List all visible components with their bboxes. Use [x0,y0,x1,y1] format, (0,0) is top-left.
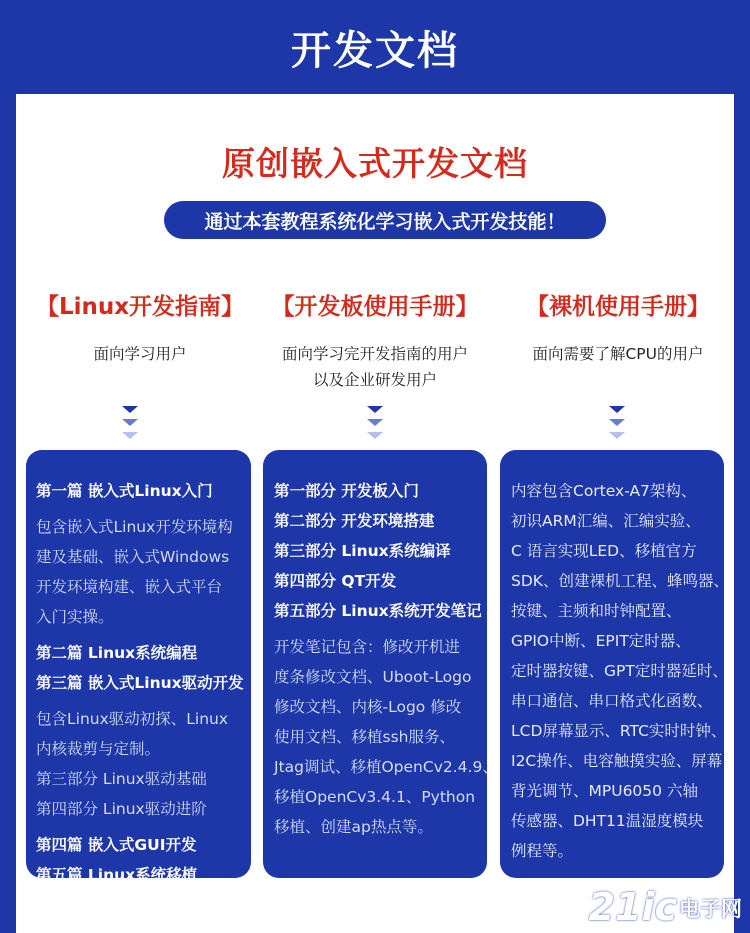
section-heading: 第五篇 Linux系统移植 [36,866,198,884]
section-heading: 第六篇 Linux文件系统构建 [36,896,229,914]
audience-line: 面向学习完开发指南的用户 [281,345,468,363]
section-heading: 第二篇 Linux系统编程 [36,644,198,662]
down-arrows-icon [365,404,385,444]
column-audience-baremetal-manual [498,341,738,367]
subtitle-pill: 通过本套教程系统化学习嵌入式开发技能！ [164,201,606,239]
column-title-text: 开发板使用手册 [294,294,456,320]
section-description: 例程等。 [511,842,574,860]
section-heading: 第四部分 QT开发 [274,572,397,590]
column-title-text: 裸机使用手册 [549,294,687,320]
section-description: 内核裁剪与定制。 [36,740,161,758]
section-description: C 语言实现LED、移植官方 [511,542,697,560]
bracket-left: 【 [526,294,549,320]
section-description: 初识ARM汇编、汇编实验、 [511,512,701,530]
baremetal-manual-box [500,450,729,878]
bracket-right: 】 [455,294,479,320]
section-description: 定时器按键、GPT定时器延时、 [511,662,728,680]
section-description: 按键、主频和时钟配置、 [511,602,682,620]
section-heading: 第五部分 Linux系统开发笔记 [274,602,482,620]
section-description: 第三部分 Linux驱动基础 [36,770,207,788]
section-heading: 第三篇 嵌入式Linux驱动开发 [36,674,244,692]
bracket-right: 】 [221,294,245,320]
section-description: 包含Linux驱动初探、Linux [36,710,229,728]
section-heading: 第一部分 开发板入门 [274,482,419,500]
section-heading: 第四篇 嵌入式GUI开发 [36,836,197,854]
section-heading: 第三部分 Linux系统编译 [274,542,451,560]
column-audience-board-manual [255,341,495,393]
section-description: GPIO中断、EPIT定时器、 [511,632,691,650]
column-title-text: Linux开发指南 [58,294,222,320]
section-description: LCD屏幕显示、RTC实时时钟、 [511,722,727,740]
section-description: 背光调节、MPU6050 六轴 [511,782,698,800]
watermark-brand: 21ic [588,885,677,929]
board-manual-box [263,450,498,878]
column-title-board-manual [255,288,495,321]
header-banner [0,0,750,94]
audience-line: 面向学习用户 [93,345,187,363]
audience-line: 以及企业研发用户 [312,371,437,389]
column-title-baremetal-manual [498,288,738,321]
bracket-left: 【 [35,294,59,320]
audience-line: 面向需要了解CPU的用户 [532,345,704,363]
page-title: 开发文档 [291,27,459,74]
main-title: 原创嵌入式开发文档 [222,144,528,183]
down-arrows-icon [120,404,140,444]
section-description: 入门实操。 [36,608,114,626]
bracket-right: 】 [687,294,710,320]
section-description: SDK、创建裸机工程、蜂鸣器、 [511,572,729,590]
section-description: 建及基础、嵌入式Windows [36,548,230,566]
watermark-logo [589,885,742,929]
section-description: Jtag调试、移植OpenCv2.4.9、 [274,758,498,776]
section-description: 第四部分 Linux驱动进阶 [36,800,207,818]
section-description: 包含嵌入式Linux开发环境构 [36,518,233,536]
section-description: 移植OpenCv3.4.1、Python [274,788,476,806]
section-description: 移植、创建ap热点等。 [274,818,433,836]
section-heading: 第二部分 开发环境搭建 [274,512,435,530]
section-description: 开发笔记包含：修改开机进 [274,638,461,656]
down-arrows-icon [607,404,627,444]
linux-guide-box [26,450,251,914]
section-heading: 第一篇 嵌入式Linux入门 [36,482,213,500]
column-audience-linux-guide [20,341,260,367]
section-description: 内容包含Cortex-A7架构、 [511,482,697,500]
bracket-left: 【 [271,294,295,320]
column-title-linux-guide [20,288,260,321]
section-description: 度条修改文档、Uboot-Logo [274,668,472,686]
section-description: 修改文档、内核-Logo 修改 [274,698,462,716]
section-description: 使用文档、移植ssh服务、 [274,728,455,746]
section-description: 开发环境构建、嵌入式平台 [36,578,223,596]
section-description: 传感器、DHT11温湿度模块 [511,812,704,830]
watermark-text: 电子网 [679,897,742,921]
section-description: 串口通信、串口格式化函数、 [511,692,713,710]
section-description: I2C操作、电容触摸实验、屏幕 [511,752,723,770]
